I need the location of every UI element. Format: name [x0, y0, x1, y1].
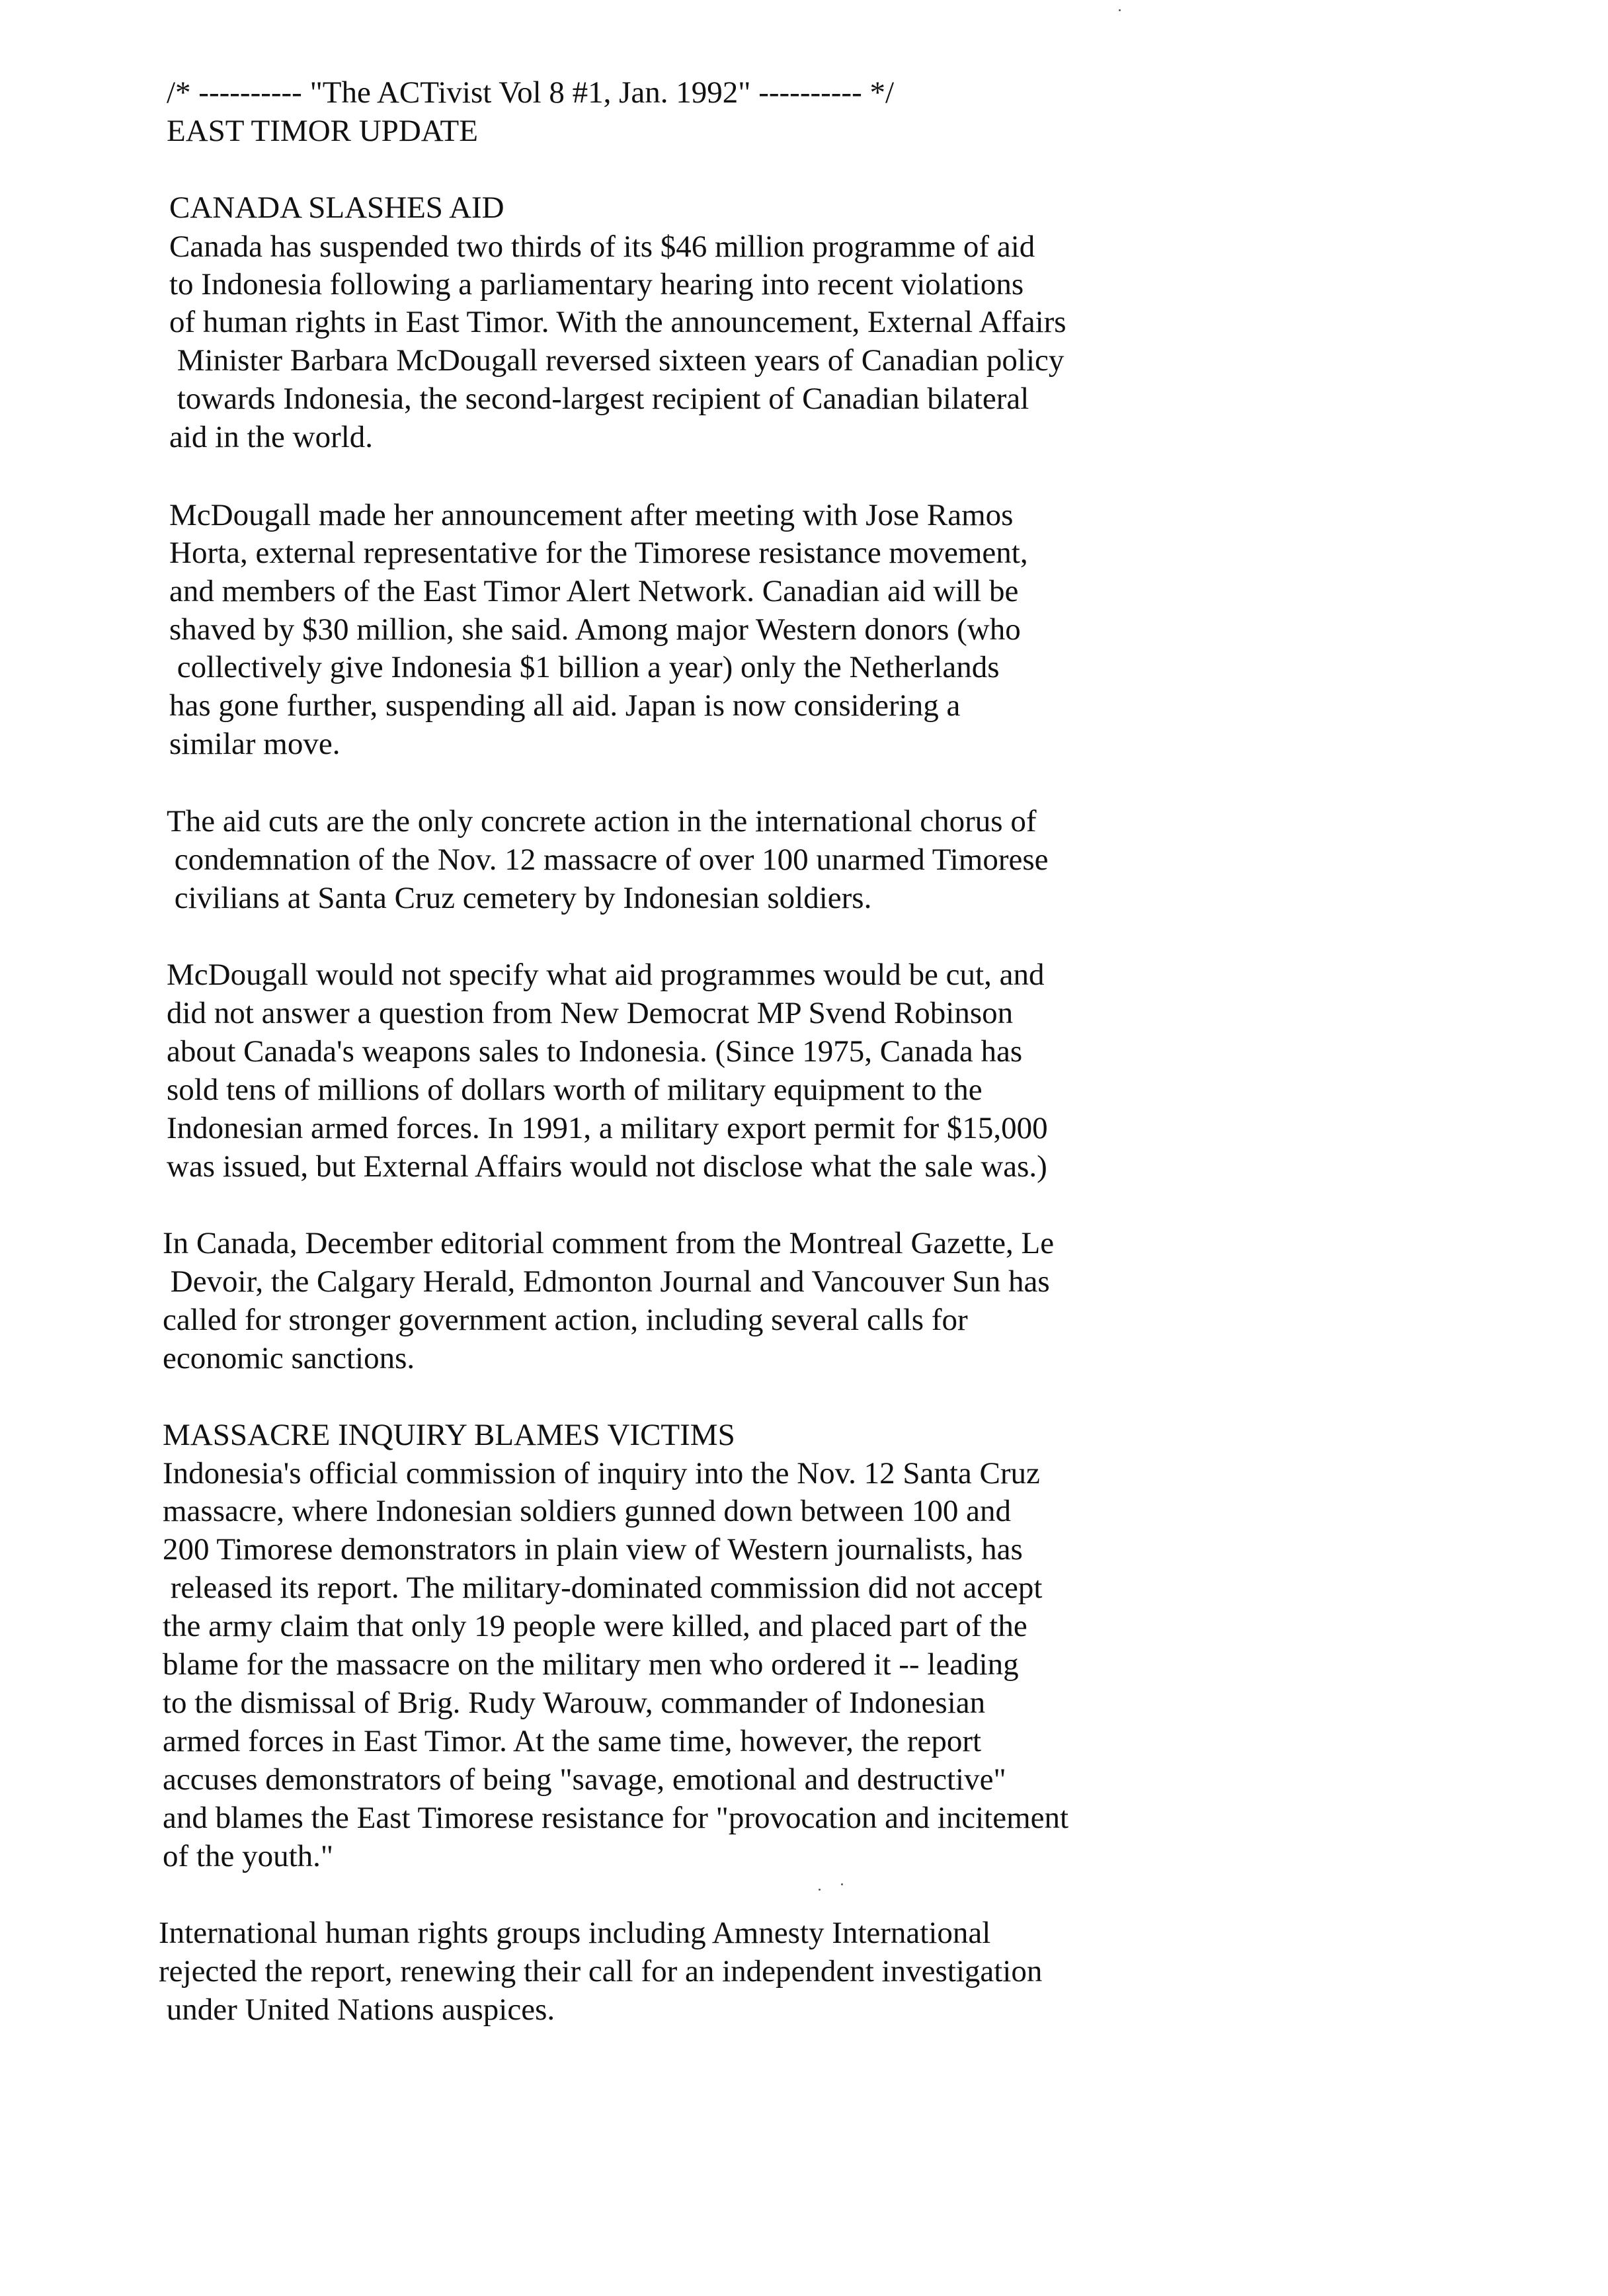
text-line: Horta, external representative for the Timorese resistance movement, — [169, 536, 1028, 570]
text-line: Indonesia's official commission of inquiry into the Nov. 12 Santa Cruz — [163, 1456, 1040, 1491]
text-line: McDougall would not specify what aid programmes would be cut, and — [167, 958, 1045, 992]
text-line: rejected the report, renewing their call for an independent investigation — [159, 1954, 1043, 1988]
text-line: to the dismissal of Brig. Rudy Warouw, commander of Indonesian — [163, 1686, 986, 1720]
text-line: Canada has suspended two thirds of its $46 million programme of aid — [169, 229, 1035, 264]
text-line: massacre, where Indonesian soldiers gunned down between 100 and — [163, 1494, 1011, 1528]
text-line: and members of the East Timor Alert Network. Canadian aid will be — [169, 574, 1019, 608]
text-line: shaved by $30 million, she said. Among major Western donors (who — [169, 612, 1021, 647]
text-line: has gone further, suspending all aid. Japan is now considering a — [169, 688, 961, 723]
text-line: International human rights groups including Amnesty International — [159, 1916, 991, 1950]
text-line: collectively give Indonesia $1 billion a year) only the Netherlands — [169, 650, 1000, 684]
text-line: released its report. The military-dominated commission did not accept — [163, 1571, 1043, 1605]
text-line: of the youth." — [163, 1839, 334, 1873]
scan-speck — [841, 1883, 843, 1885]
document-title: EAST TIMOR UPDATE — [167, 114, 478, 148]
text-line: Devoir, the Calgary Herald, Edmonton Journal and Vancouver Sun has — [163, 1264, 1050, 1299]
text-line: civilians at Santa Cruz cemetery by Indonesian soldiers. — [167, 881, 872, 915]
text-line: was issued, but External Affairs would not disclose what the sale was.) — [167, 1149, 1047, 1184]
text-line: armed forces in East Timor. At the same time, however, the report — [163, 1724, 982, 1758]
scan-speck — [819, 1889, 821, 1891]
text-line: McDougall made her announcement after meeting with Jose Ramos — [169, 498, 1014, 532]
text-line: and blames the East Timorese resistance for "provocation and incitement — [163, 1801, 1069, 1835]
text-line: did not answer a question from New Democrat MP Svend Robinson — [167, 996, 1014, 1030]
section-heading: CANADA SLASHES AID — [169, 190, 504, 225]
text-line: under United Nations auspices. — [159, 1992, 555, 2027]
text-line: of human rights in East Timor. With the announcement, External Affairs — [169, 305, 1066, 339]
text-line: 200 Timorese demonstrators in plain view of Western journalists, has — [163, 1532, 1023, 1567]
text-line: accuses demonstrators of being "savage, emotional and destructive" — [163, 1762, 1006, 1797]
text-line: sold tens of millions of dollars worth of military equipment to the — [167, 1073, 983, 1107]
text-line: about Canada's weapons sales to Indonesia. (Since 1975, Canada has — [167, 1034, 1023, 1069]
scan-speck — [1119, 9, 1121, 11]
text-line: blame for the massacre on the military men who ordered it -- leading — [163, 1647, 1019, 1682]
text-line: to Indonesia following a parliamentary hearing into recent violations — [169, 267, 1024, 302]
text-line: aid in the world. — [169, 420, 374, 454]
text-line: towards Indonesia, the second-largest recipient of Canadian bilateral — [169, 382, 1029, 416]
text-line: Indonesian armed forces. In 1991, a military export permit for $15,000 — [167, 1111, 1048, 1145]
section-heading: MASSACRE INQUIRY BLAMES VICTIMS — [163, 1418, 735, 1452]
text-line: Minister Barbara McDougall reversed sixteen years of Canadian policy — [169, 343, 1065, 378]
text-line: economic sanctions. — [163, 1341, 415, 1375]
text-line: condemnation of the Nov. 12 massacre of over 100 unarmed Timorese — [167, 842, 1049, 877]
text-line: In Canada, December editorial comment from the Montreal Gazette, Le — [163, 1226, 1055, 1260]
text-line: The aid cuts are the only concrete action in the international chorus of — [167, 804, 1037, 839]
header-comment: /* ---------- "The ACTivist Vol 8 #1, Jan. 1992" ---------- */ — [167, 75, 895, 110]
text-line: called for stronger government action, including several calls for — [163, 1303, 968, 1337]
text-line: the army claim that only 19 people were killed, and placed part of the — [163, 1609, 1027, 1643]
text-line: similar move. — [169, 727, 341, 761]
